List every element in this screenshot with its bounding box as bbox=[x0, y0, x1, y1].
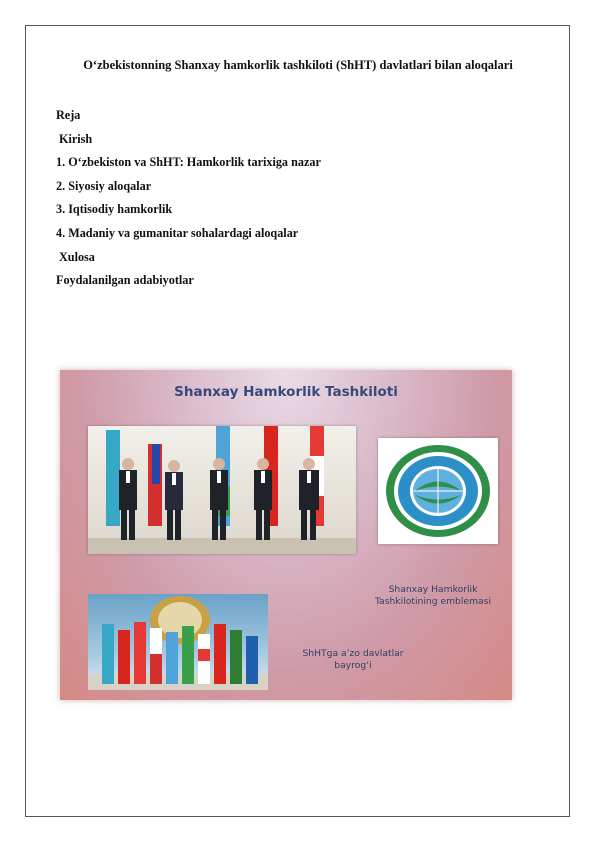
toc-item: Kirish bbox=[59, 131, 93, 146]
leaders-photo bbox=[88, 426, 356, 554]
document-title: O‘zbekistonning Shanxay hamkorlik tashkiloti (ShHT) davlatlari bilan aloqalari bbox=[83, 58, 513, 72]
toc-item: 4. Madaniy va gumanitar sohalardagi aloqalar bbox=[56, 225, 299, 240]
toc-item: 2. Siyosiy aloqalar bbox=[56, 178, 152, 193]
table-of-contents bbox=[56, 108, 321, 297]
toc-item: Xulosa bbox=[59, 249, 95, 264]
toc-item: 1. O‘zbekiston va ShHT: Hamkorlik tarixiga nazar bbox=[56, 155, 321, 170]
toc-item: Foydalanilgan adabiyotlar bbox=[56, 273, 194, 288]
sco-poster-image bbox=[60, 370, 512, 700]
sco-emblem bbox=[378, 438, 498, 544]
member-flags-photo bbox=[88, 594, 268, 690]
toc-heading: Reja bbox=[56, 108, 81, 122]
poster-title: Shanxay Hamkorlik Tashkiloti bbox=[174, 384, 398, 400]
emblem-caption: Shanxay Hamkorlik Tashkilotining emblemasi bbox=[374, 584, 492, 607]
flags-caption: ShHTga a’zo davlatlar bayrog‘i bbox=[302, 648, 404, 671]
toc-item: 3. Iqtisodiy hamkorlik bbox=[56, 202, 173, 217]
